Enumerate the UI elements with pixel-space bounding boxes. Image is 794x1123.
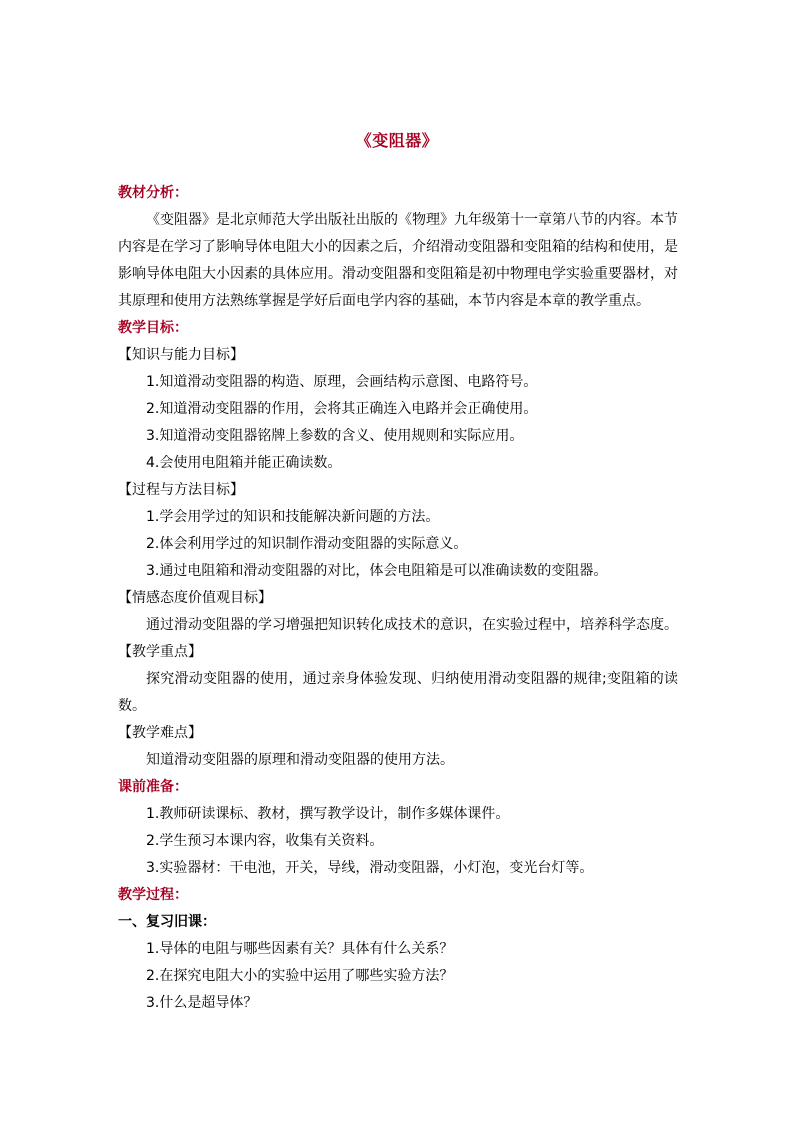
review-heading: 一、复习旧课： (118, 914, 216, 930)
attitude-goals-text: 通过滑动变阻器的学习增强把知识转化成技术的意识，在实验过程中，培养科学态度。 (146, 617, 678, 633)
review-question: 2.在探究电阻大小的实验中运用了哪些实验方法？ (146, 968, 454, 984)
process-goal-item: 2.体会利用学过的知识制作滑动变阻器的实际意义。 (146, 536, 468, 552)
preparation-item: 2.学生预习本课内容，收集有关资料。 (146, 833, 384, 849)
preparation-heading: 课前准备： (118, 779, 188, 795)
preparation-item: 1.教师研读课标、教材，撰写教学设计，制作多媒体课件。 (146, 806, 510, 822)
teaching-goals-heading: 教学目标： (118, 320, 188, 336)
key-point-text: 探究滑动变阻器的使用，通过亲身体验发现、归纳使用滑动变阻器的规律;变阻箱的读数。 (118, 671, 678, 714)
preparation-item: 3.实验器材：干电池，开关，导线，滑动变阻器，小灯泡，变光台灯等。 (146, 860, 594, 876)
review-question: 3.什么是超导体？ (146, 995, 258, 1011)
process-goal-item: 3.通过电阻箱和滑动变阻器的对比，体会电阻箱是可以准确读数的变阻器。 (146, 563, 608, 579)
textbook-analysis-paragraph: 《变阻器》是北京师范大学出版社出版的《物理》九年级第十一章第八节的内容。本节内容是在学习了影响导体电阻大小的因素之后，介绍滑动变阻器和变阻箱的结构和使用，是影响导体电阻大小因素的具体应用。滑动变阻器和变阻箱是初中物理电学实验重要器材，对其原理和使用方法熟练掌握是学好后面电学内容的基础，本节内容是本章的教学重点。 (118, 212, 678, 309)
process-goal-item: 1.学会用学过的知识和技能解决新问题的方法。 (146, 509, 440, 525)
teaching-process-heading: 教学过程： (118, 887, 188, 903)
knowledge-goal-item: 2.知道滑动变阻器的作用，会将其正确连入电路并会正确使用。 (146, 401, 538, 417)
attitude-goals-label: 【情感态度价值观目标】 (118, 590, 272, 606)
textbook-analysis-heading: 教材分析： (118, 185, 188, 201)
review-question: 1.导体的电阻与哪些因素有关？具体有什么关系？ (146, 941, 454, 957)
knowledge-goal-item: 3.知道滑动变阻器铭牌上参数的含义、使用规则和实际应用。 (146, 428, 524, 444)
document-body (118, 180, 678, 1017)
difficulty-label: 【教学难点】 (118, 725, 202, 741)
knowledge-goal-item: 4.会使用电阻箱并能正确读数。 (146, 455, 342, 471)
key-point-label: 【教学重点】 (118, 644, 202, 660)
document-title: 《变阻器》 (355, 131, 439, 150)
knowledge-goals-label: 【知识与能力目标】 (118, 347, 244, 363)
knowledge-goal-item: 1.知道滑动变阻器的构造、原理，会画结构示意图、电路符号。 (146, 374, 538, 390)
difficulty-text: 知道滑动变阻器的原理和滑动变阻器的使用方法。 (146, 752, 454, 768)
process-goals-label: 【过程与方法目标】 (118, 482, 244, 498)
